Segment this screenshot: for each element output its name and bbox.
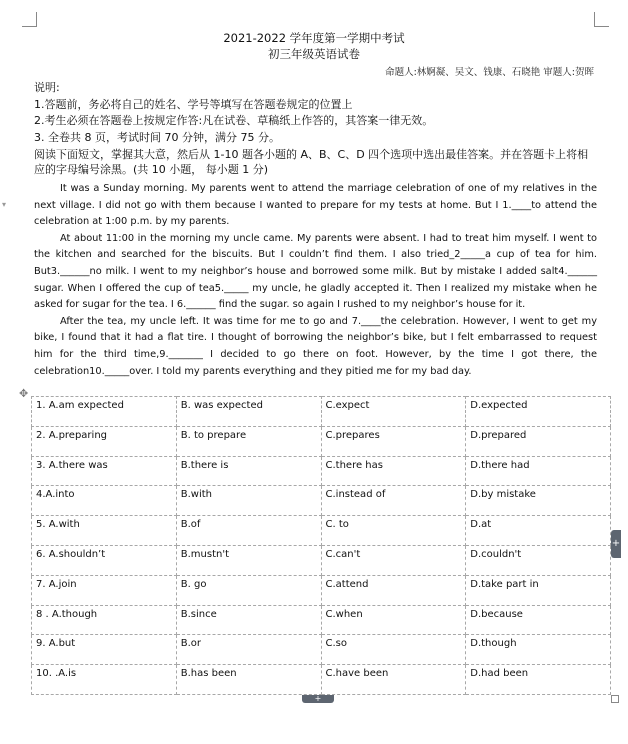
option-d: D.because: [466, 605, 611, 635]
option-b: B.there is: [176, 456, 321, 486]
option-b: B. to prepare: [176, 426, 321, 456]
table-row: [32, 665, 611, 695]
exam-setters: 命题人:林婀凝、吴文、钱康、石晓艳 审题人:贺晖: [385, 67, 594, 78]
option-b: B. was expected: [176, 397, 321, 427]
notes-heading: 说明:: [34, 81, 60, 94]
option-d: D.expected: [466, 397, 611, 427]
exam-subtitle: 初三年级英语试卷: [268, 47, 360, 61]
reading-passage: [34, 181, 597, 380]
passage-paragraph: It was a Sunday morning. My parents went to attend the marriage celebration of one of my relatives in the next village. I did not go with them because I wanted to prepare for my tests at home. But I 1.____to attend the celebration at 1:00 p.m. by my parents.: [34, 183, 597, 228]
option-d: D.at: [466, 516, 611, 546]
option-b: B.of: [176, 516, 321, 546]
option-a: 1. A.am expected: [32, 397, 177, 427]
option-c: C.attend: [321, 575, 466, 605]
option-b: B.with: [176, 486, 321, 516]
option-d: D.take part in: [466, 575, 611, 605]
option-a: 2. A.preparing: [32, 426, 177, 456]
table-row: [32, 516, 611, 546]
option-c: C.so: [321, 635, 466, 665]
option-a: 8 . A.though: [32, 605, 177, 635]
passage-paragraph: After the tea, my uncle left. It was time for me to go and 7.____the celebration. However, I went to get my bike, I found that it had a flat tire. I thought of borrowing the neighbor’s bike, but I felt embarrassed to request him for the third time,9._______ I decided to go there on foot. However, by the time I got there, the celebration10._____over. I told my parents everything and they pitied me for my bad day.: [34, 315, 597, 377]
option-b: B.mustn't: [176, 545, 321, 575]
add-row-button[interactable]: [302, 695, 334, 703]
option-c: C.expect: [321, 397, 466, 427]
table-row: [32, 486, 611, 516]
table-row: [32, 635, 611, 665]
option-d: D.there had: [466, 456, 611, 486]
passage-paragraph: At about 11:00 in the morning my uncle came. My parents were absent. I had to treat him myself. I went to the kitchen and searched for the biscuits. But I couldn’t find them. I also tried_2_____a cup of tea for him. But3.______no milk. I went to my neighbor’s house and borrowed some milk. But by mistake I added salt4.______ sugar. When I offered the cup of tea5._____ my uncle, he gladly accepted it. Then I realized my mistake when he asked for sugar for the tea. I 6.______ find the sugar. so again I rushed to my neighbor’s house for it.: [34, 232, 597, 311]
note-item: 1.答题前，务必将自己的姓名、学号等填写在答题卷规定的位置上: [34, 98, 353, 111]
option-b: B.has been: [176, 665, 321, 695]
exam-title: 2021-2022 学年度第一学期中考试: [223, 31, 405, 45]
note-item: 3. 全卷共 8 页，考试时间 70 分钟，满分 75 分。: [34, 131, 280, 144]
note-item: 2.考生必须在答题卷上按规定作答:凡在试卷、草稿纸上作答的，其答案一律无效。: [34, 114, 434, 127]
option-a: 6. A.shouldn’t: [32, 545, 177, 575]
plus-icon: +: [611, 538, 621, 549]
margin-marker: ▾: [2, 200, 7, 209]
option-c: C.can't: [321, 545, 466, 575]
option-c: C. to: [321, 516, 466, 546]
option-a: 4.A.into: [32, 486, 177, 516]
table-row: [32, 545, 611, 575]
plus-icon: +: [314, 694, 322, 703]
option-b: B.since: [176, 605, 321, 635]
move-handle-icon[interactable]: ✥: [19, 387, 29, 400]
option-c: C.there has: [321, 456, 466, 486]
option-a: 7. A.join: [32, 575, 177, 605]
option-d: D.prepared: [466, 426, 611, 456]
page-corner-mark-top-right: [594, 12, 609, 27]
option-d: D.by mistake: [466, 486, 611, 516]
table-row: [32, 456, 611, 486]
table-row: [32, 397, 611, 427]
option-a: 3. A.there was: [32, 456, 177, 486]
option-c: C.instead of: [321, 486, 466, 516]
option-b: B.or: [176, 635, 321, 665]
page-corner-mark-top-left: [22, 12, 37, 27]
option-d: D.couldn't: [466, 545, 611, 575]
table-row: [32, 426, 611, 456]
section-instructions: 阅读下面短文，掌握其大意，然后从 1-10 题各小题的 A、B、C、D 四个选项中选出最佳答案。并在答题卡上将相应的字母编号涂黑。(共 10 小题， 每小题 1 分): [34, 148, 589, 176]
table-row: [32, 605, 611, 635]
options-table: [31, 396, 611, 695]
option-b: B. go: [176, 575, 321, 605]
table-resize-handle[interactable]: [611, 695, 619, 703]
option-d: D.though: [466, 635, 611, 665]
option-a: 10. .A.is: [32, 665, 177, 695]
add-column-button[interactable]: [611, 530, 621, 558]
option-a: 5. A.with: [32, 516, 177, 546]
option-d: D.had been: [466, 665, 611, 695]
option-c: C.when: [321, 605, 466, 635]
option-c: C.have been: [321, 665, 466, 695]
option-c: C.prepares: [321, 426, 466, 456]
table-row: [32, 575, 611, 605]
option-a: 9. A.but: [32, 635, 177, 665]
